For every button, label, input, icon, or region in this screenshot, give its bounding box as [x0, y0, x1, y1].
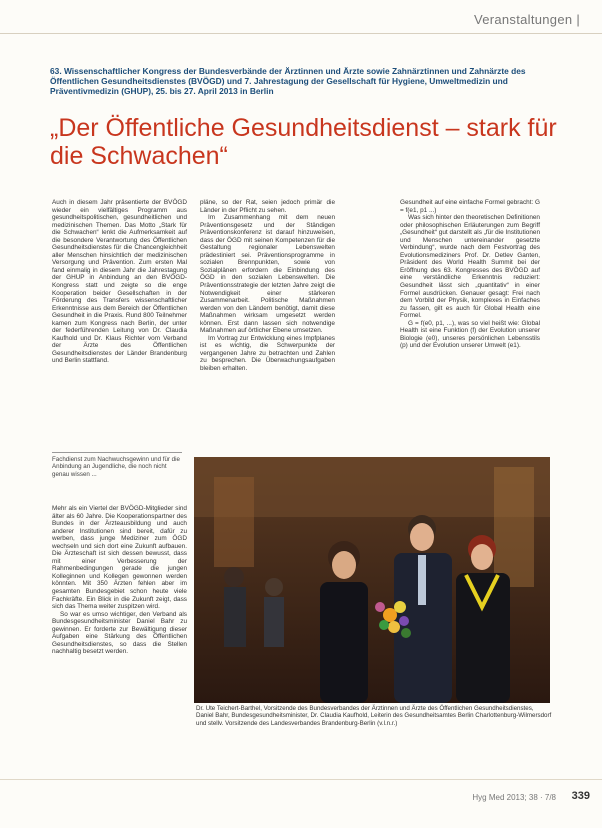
paragraph: Auch in diesem Jahr präsentierte der BVÖGD wieder ein vielfältiges Programm aus gesundheitspolitischen, gesundheitlichen und medizinischen Themen. Das Motto „Stark für die Schwachen“ lenkt die Aufmerksamkeit auf die besondere Verantwortung des Öffentlichen Gesundheitsdienstes für die Chancengleichheit aller Menschen hinsichtlich der medizinischen Versorgung und Prävention. Zum ersten Mal fand einmalig in diesem Jahr die Jahrestagung der GHUP in Anbindung an den BVÖGD-Kongress statt und zeigte so die enge Kooperation beider Gesellschaften in der Förderung des Transfers wissenschaftlicher Erkenntnisse aus dem Bereich der Öffentlichen Gesundheit in die Praxis. Rund 800 Teilnehmer kamen zum Kongress nach Berlin, der unter der federführenden Leitung von Dr. Claudia Kaufhold und Dr. Klaus Richter vom Verband der Ärzte des Öffentlichen Gesundheitsdienstes der Länder Brandenburg und Berlin stattfand. — [52, 199, 187, 365]
column-2 — [200, 199, 335, 373]
journal-reference: Hyg Med 2013; 38 · 7/8 — [472, 793, 556, 802]
paragraph: Gesundheit auf eine einfache Formel gebracht: G = f(e1, p1 ...) — [400, 199, 540, 214]
section-divider — [0, 33, 602, 34]
note-divider — [52, 452, 182, 453]
paragraph: G = f(e0, p1, ...), was so viel heißt wie: Global Health ist eine Funktion (f) der Evolution unserer Biologie (e0), unseres persönlichen Lebensstils (p) und der Evolution unserer Umwelt (e1). — [400, 319, 540, 350]
paragraph: Im Zusammenhang mit dem neuen Präventionsgesetz und der Ständigen Präventionskonferenz ist darauf hinzuweisen, dass der ÖGD mit seinen Kompetenzen für die Gestaltung regionaler Lebenswelten prädestiniert sei. Präventionsprogramme in sozialen Brennpunkten, sowie von Sozialplänen erfordern die Einbindung des ÖGD in den sozialen Lebenswelten. Die Präventionsstrategie der letzten Jahre zeigt die Notwendigkeit einer stärkeren Zusammenarbeit. Politische Maßnahmen werden von den Ländern benötigt, damit diese Maßnahmen wirksam umgesetzt werden können. Erst dann lassen sich notwendige Maßnahmen auf örtlicher Ebene umsetzen. — [200, 214, 335, 335]
side-note: Fachdienst zum Nachwuchsgewinn und für die Anbindung an Jugendliche, die noch nicht genau wissen ... — [52, 456, 180, 478]
paragraph: So war es umso wichtiger, den Verband als Bundesgesundheitsminister Daniel Bahr zu gewinnen. Er forderte zur Bewältigung dieser Aufgaben eine Stärkung des Öffentlichen Gesundheitsdienstes, so dass die Stellen nachhaltig besetzt werden. — [52, 610, 187, 656]
event-photo-illustration — [194, 457, 550, 703]
section-label: Veranstaltungen | — [473, 12, 580, 27]
paragraph: Im Vortrag zur Entwicklung eines Impfplanes ist es wichtig, die Schwerpunkte der vergangenen Jahre zu betrachten und Zahlen zu besprechen. Die Überwachungsaufgaben bleiben erhalten. — [200, 334, 335, 373]
article-headline: „Der Öffentliche Gesundheitsdienst – stark für die Schwachen“ — [50, 114, 557, 170]
paragraph: pläne, so der Rat, seien jedoch primär die Länder in der Pflicht zu sehen. — [200, 199, 335, 214]
footer-divider — [0, 779, 602, 780]
column-1-continued — [52, 505, 187, 656]
paragraph: Mehr als ein Viertel der BVÖGD-Mitglieder sind älter als 60 Jahre. Die Kooperationspartner des Bundes in der Ärzteausbildung und auch anderer Institutionen sind bereit, dafür zu werben, dass junge Mediziner zum ÖGD wechseln und sich dort eine Zukunft aufbauen. Die Ärzteschaft ist sich dessen bewusst, dass mit einer Verbesserung der Rahmenbedingungen gerade die jungen Kolleginnen und Kollegen gewonnen werden könnten. Mit 350 Ärzten fehlen aber im gesamten Bundesgebiet schon heute viele Fachkräfte. Ein Blick in die Zukunft zeigt, dass sich das Thema weiter zuspitzen wird. — [52, 505, 187, 611]
article-kicker: 63. Wissenschaftlicher Kongress der Bundesverbände der Ärztinnen und Ärzte sowie Zahnärztinnen und Zahnärzte des Öffentlichen Gesundheitsdienstes (BVÖGD) und 7. Jahrestagung der Gesellschaft für Hygiene, Umweltmedizin und Präventivmedizin (GHUP), 25. bis 27. April 2013 in Berlin — [50, 66, 526, 97]
column-3 — [400, 199, 540, 350]
column-1 — [52, 199, 187, 365]
paragraph: Was sich hinter den theoretischen Definitionen oder philosophischen Erläuterungen zum Begriff „Gesundheit“ gut darstellt als „für die Institutionen und Menschen untereinander gesetzte Verbindung“, wurde nach dem Festvortrag des Evolutionsmediziners Prof. Dr. Detlev Ganten, Präsident des World Health Summit bei der Eröffnung des 63. Kongresses des BVÖGD auf eine verständliche Erkenntnis reduziert: Gesundheit lässt sich „quantitativ“ in einer Formel ausdrücken. Genauer gesagt: Frei nach dem Vorbild der Physik, komplexes in Einfaches zu fassen, gilt es auch für Global Health eine Formel. — [400, 214, 540, 320]
page-number: 339 — [571, 790, 590, 802]
event-photo — [194, 457, 550, 703]
photo-caption: Dr. Ute Teichert-Barthel, Vorsitzende des Bundesverbandes der Ärztinnen und Ärzte des Öffentlichen Gesundheitsdienstes, Daniel Bahr, Bundesgesundheitsminister, Dr. Claudia Kaufhold, Leiterin des Gesundheitsamtes Berlin Charlottenburg-Wilmersdorf und stellv. Vorsitzende des Landesverbandes Brandenburg-Berlin (v.l.n.r.) — [196, 705, 552, 727]
